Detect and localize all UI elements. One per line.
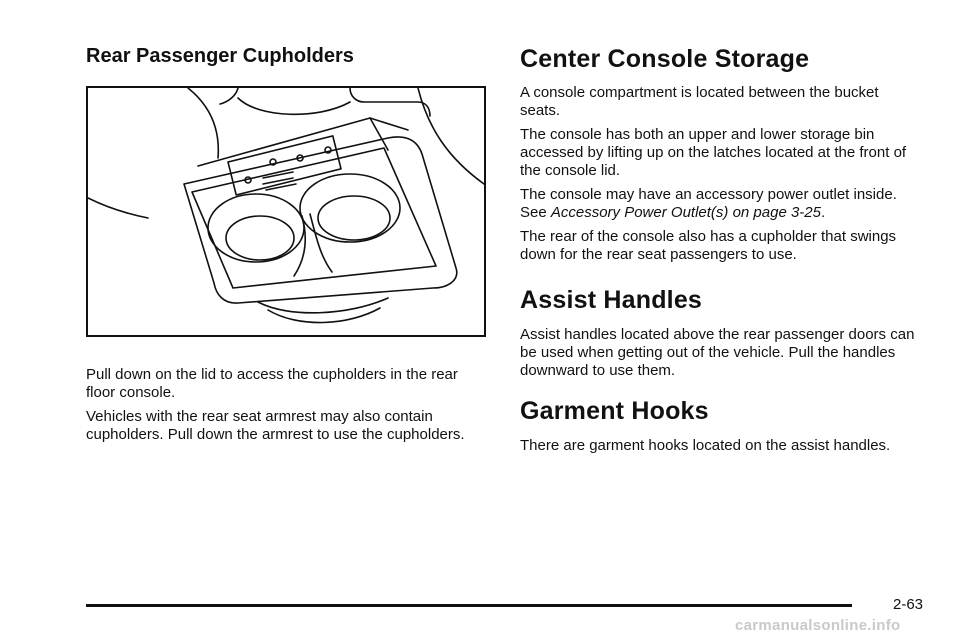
cupholder-drawing [88,88,484,335]
heading-rear-passenger-cupholders: Rear Passenger Cupholders [86,45,354,67]
power-outlet-suffix: . [820,204,826,221]
heading-center-console-storage: Center Console Storage [520,45,810,73]
power-outlet-text: The console may have an accessory power outlet inside. See [520,186,897,221]
paragraph-lid-access: Pull down on the lid to access the cupholders in the rear floor console. [86,366,458,401]
paragraph-garment-hooks: There are garment hooks located on the assist handles. [520,437,891,454]
paragraph-console-location: A console compartment is located between the bucket seats. [520,84,879,119]
watermark: carmanualsonline.info [735,617,901,634]
paragraph-armrest-cupholders: Vehicles with the rear seat armrest may also contain cupholders. Pull down the armrest to use the cupholders. [86,408,465,443]
paragraph-storage-bins: The console has both an upper and lower storage bin accessed by lifting up on the latches located at the front of the console lid. [520,126,907,179]
cupholder-illustration [86,86,486,337]
page-number: 2-63 [893,596,924,613]
paragraph-assist-handles: Assist handles located above the rear passenger doors can be used when getting out of the vehicle. Pull the handles downward to use them. [520,326,915,379]
footer-rule [86,604,852,607]
power-outlet-reference-link[interactable]: Accessory Power Outlet(s) on page 3-25 [550,204,821,221]
heading-garment-hooks: Garment Hooks [520,397,709,425]
paragraph-rear-cupholder: The rear of the console also has a cupholder that swings down for the rear seat passengers to use. [520,228,897,263]
paragraph-power-outlet [520,186,922,222]
heading-assist-handles: Assist Handles [520,286,703,314]
